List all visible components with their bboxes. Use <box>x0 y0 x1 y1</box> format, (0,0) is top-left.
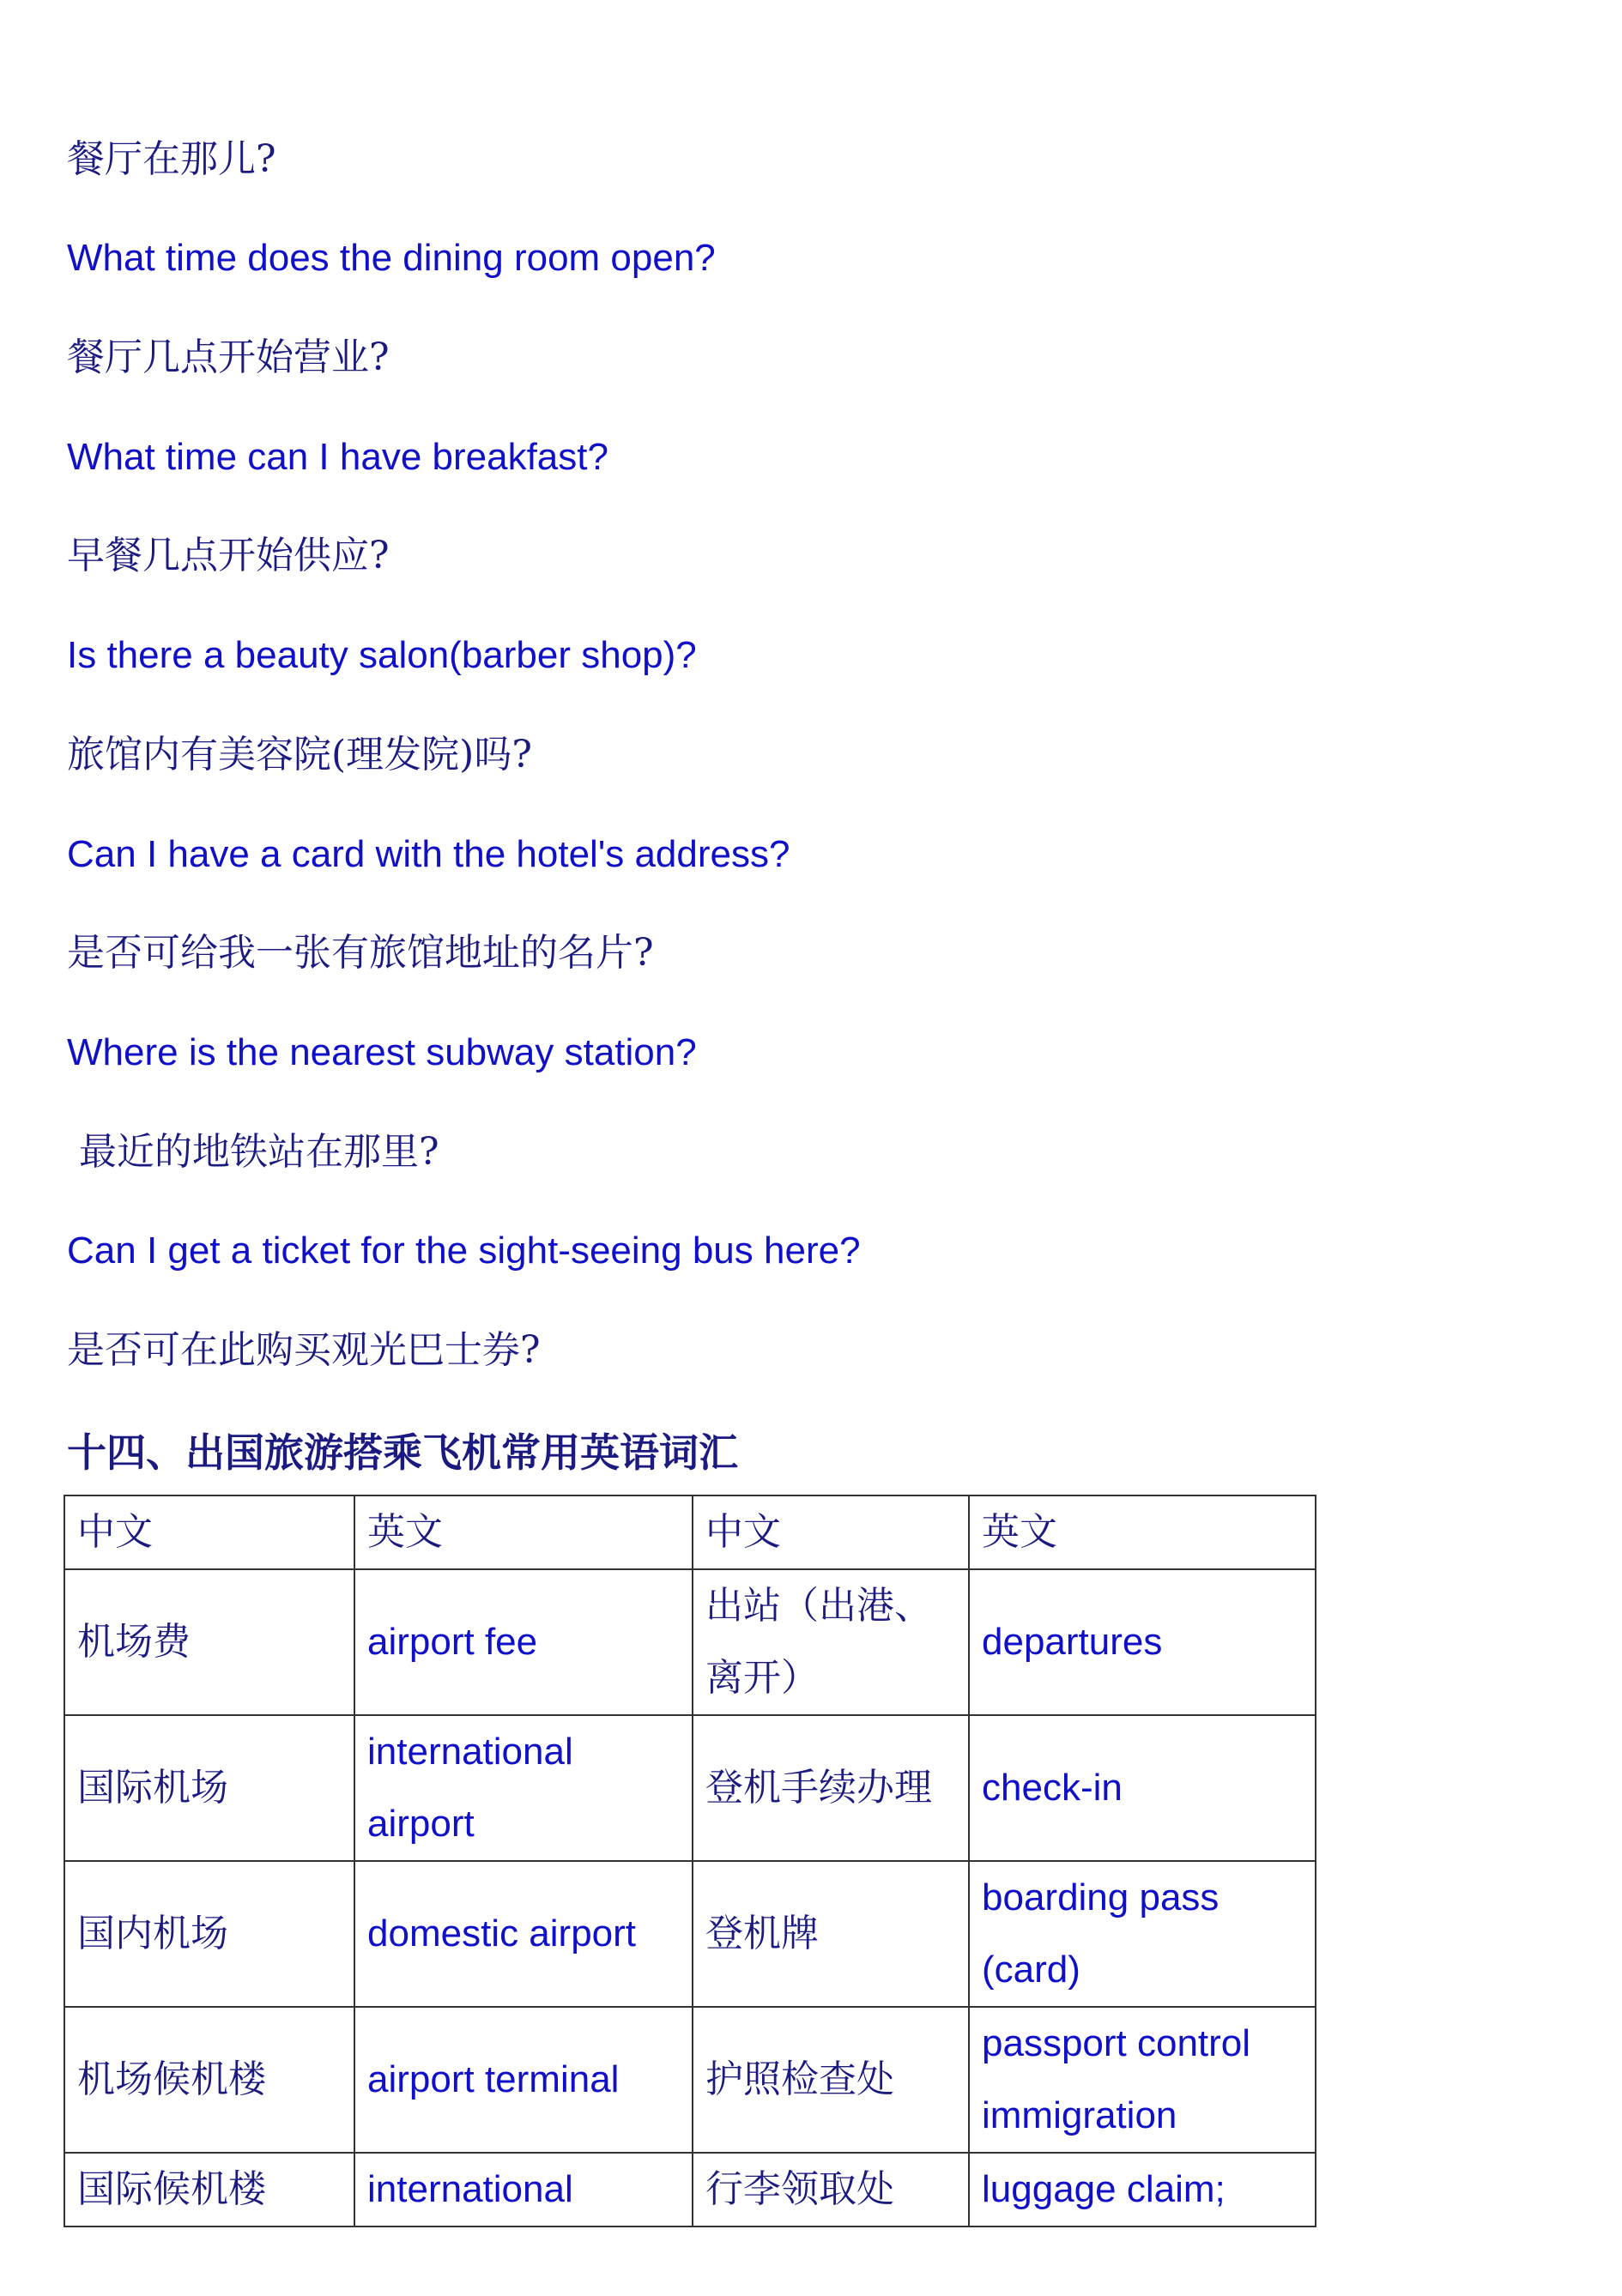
cell-english: airport fee <box>354 1569 693 1715</box>
cell-chinese: 行李领取处 <box>693 2153 969 2227</box>
phrase-en: Can I have a card with the hotel's address? <box>67 833 790 875</box>
phrase-zh: 是否可在此购买观光巴士券? <box>67 1328 541 1372</box>
cell-chinese: 机场候机楼 <box>64 2007 354 2153</box>
table-row <box>64 2007 1316 2153</box>
cell-chinese: 出站（出港、离开） <box>693 1569 969 1715</box>
section-title: 十四、出国旅游搭乘飞机常用英语词汇 <box>67 1429 738 1476</box>
table-row <box>64 1861 1316 2007</box>
cell-chinese: 国际机场 <box>64 1715 354 1861</box>
phrase-zh: 最近的地铁站在那里? <box>67 1130 439 1174</box>
header-english: 英文 <box>969 1495 1316 1569</box>
phrase-zh: 餐厅在那儿? <box>67 137 276 181</box>
cell-chinese: 国际候机楼 <box>64 2153 354 2227</box>
phrase-en: What time can I have breakfast? <box>67 436 608 478</box>
cell-english: domestic airport <box>354 1861 693 2007</box>
cell-english: international <box>354 2153 693 2227</box>
phrase-en: What time does the dining room open? <box>67 237 716 279</box>
phrase-en: Where is the nearest subway station? <box>67 1031 697 1073</box>
cell-chinese: 机场费 <box>64 1569 354 1715</box>
cell-chinese: 登机手续办理 <box>693 1715 969 1861</box>
phrase-zh: 餐厅几点开始营业? <box>67 335 390 379</box>
phrase-zh: 旅馆内有美容院(理发院)吗? <box>67 733 532 776</box>
cell-chinese: 登机牌 <box>693 1861 969 2007</box>
table-row <box>64 2153 1316 2227</box>
cell-english: departures <box>969 1569 1316 1715</box>
vocabulary-table <box>64 1495 1316 2227</box>
cell-chinese: 国内机场 <box>64 1861 354 2007</box>
phrase-zh: 是否可给我一张有旅馆地址的名片? <box>67 931 654 975</box>
phrase-en: Can I get a ticket for the sight-seeing bus here? <box>67 1230 861 1272</box>
cell-english: boarding pass (card) <box>969 1861 1316 2007</box>
cell-english: airport terminal <box>354 2007 693 2153</box>
header-chinese: 中文 <box>693 1495 969 1569</box>
cell-english: luggage claim; <box>969 2153 1316 2227</box>
cell-english: check-in <box>969 1715 1316 1861</box>
cell-english: international airport <box>354 1715 693 1861</box>
table-header-row <box>64 1495 1316 1569</box>
cell-chinese: 护照检查处 <box>693 2007 969 2153</box>
cell-english: passport control immigration <box>969 2007 1316 2153</box>
header-english: 英文 <box>354 1495 693 1569</box>
table-row <box>64 1715 1316 1861</box>
header-chinese: 中文 <box>64 1495 354 1569</box>
table-row <box>64 1569 1316 1715</box>
phrase-en: Is there a beauty salon(barber shop)? <box>67 634 697 676</box>
phrase-zh: 早餐几点开始供应? <box>67 534 390 577</box>
